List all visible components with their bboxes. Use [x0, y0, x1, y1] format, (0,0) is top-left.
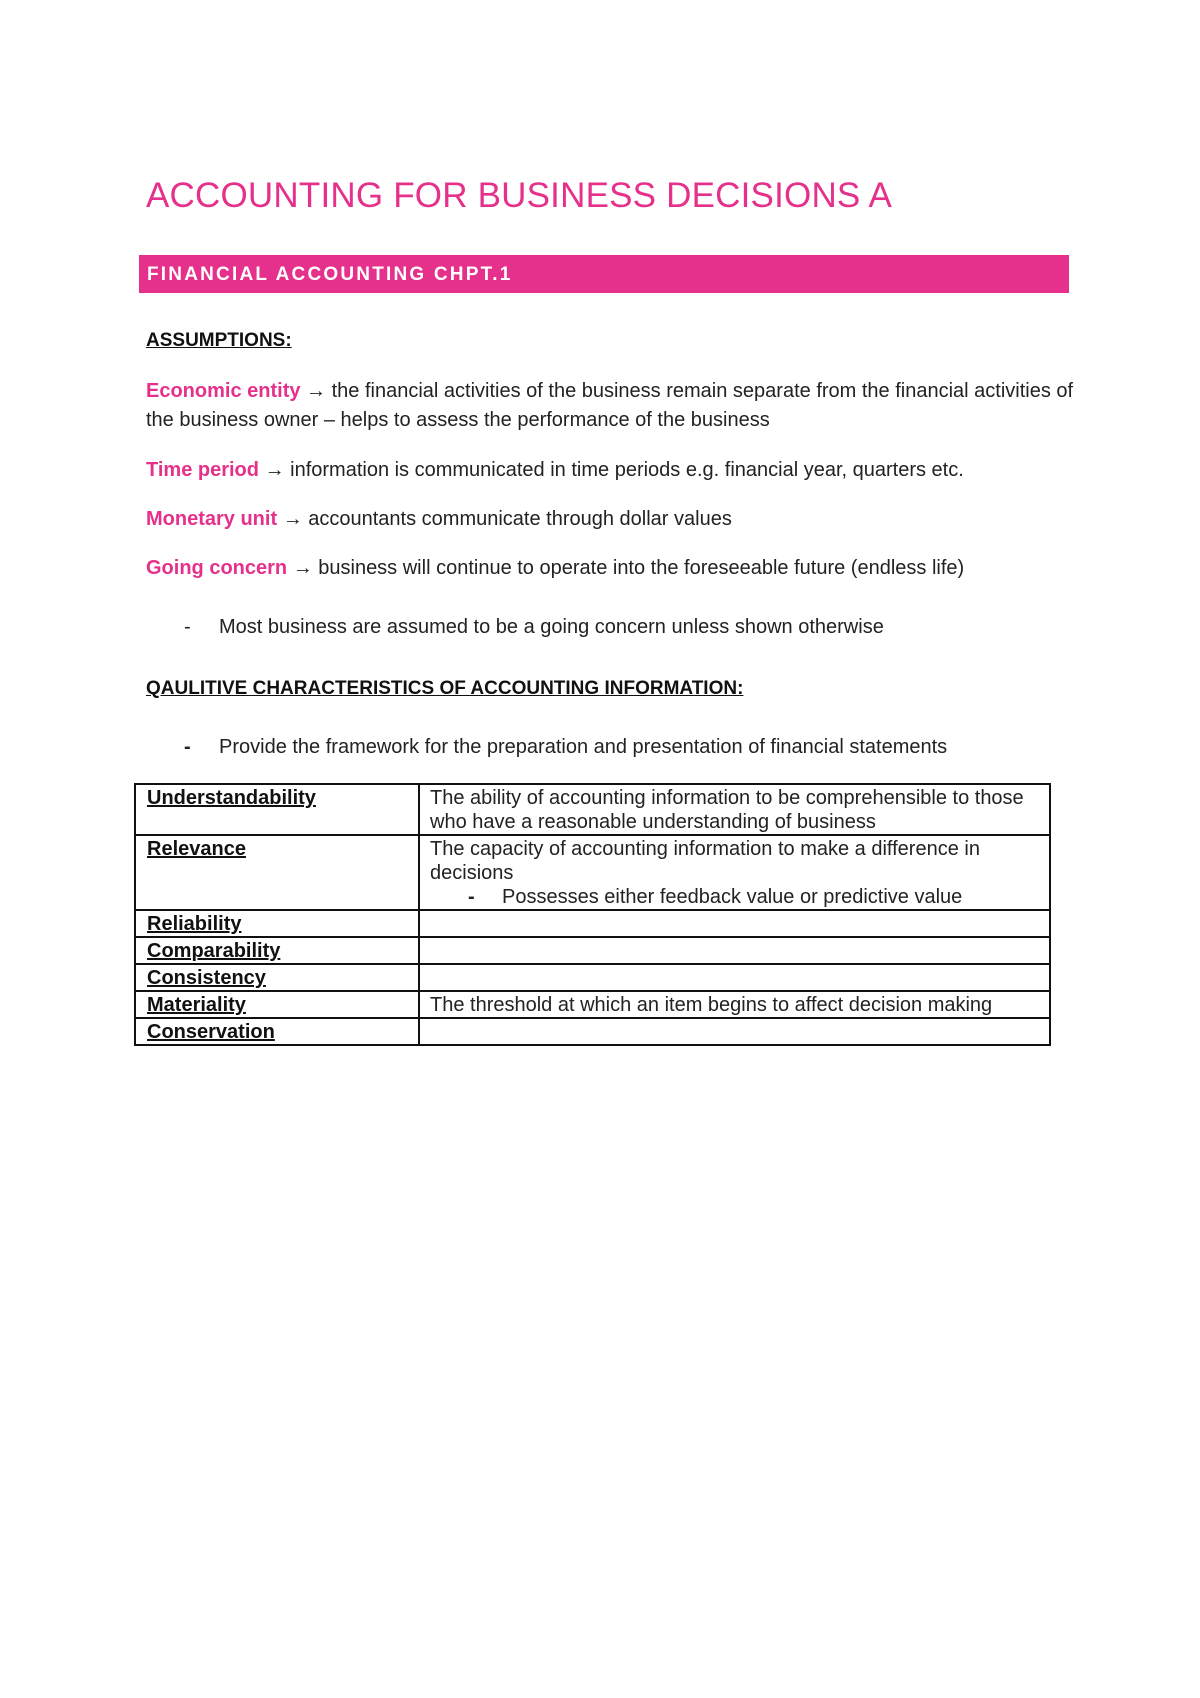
- arrow-icon: →: [292, 557, 313, 579]
- table-row: [135, 1018, 1050, 1045]
- table-row: [135, 964, 1050, 991]
- assumption-text: business will continue to operate into the foreseeable future (endless life): [318, 557, 965, 579]
- assumption-text: accountants communicate through dollar values: [308, 508, 732, 530]
- characteristic-term: Understandability: [135, 784, 419, 835]
- characteristic-definition: [419, 1018, 1050, 1045]
- table-row: [135, 937, 1050, 964]
- table-row: [135, 835, 1050, 910]
- assumption-text: information is communicated in time periods e.g. financial year, quarters etc.: [290, 459, 964, 481]
- sub-bullet-text: Possesses either feedback value or predictive value: [502, 886, 963, 908]
- section-banner-text: FINANCIAL ACCOUNTING CHPT.1: [147, 264, 513, 285]
- table-row: [135, 991, 1050, 1018]
- section-banner: [139, 255, 1069, 293]
- assumptions-heading: ASSUMPTIONS:: [146, 330, 292, 351]
- bullet-text: Provide the framework for the preparation and presentation of financial statements: [219, 736, 948, 758]
- bullet-text: Most business are assumed to be a going concern unless shown otherwise: [219, 616, 884, 638]
- document-title: ACCOUNTING FOR BUSINESS DECISIONS A: [146, 176, 892, 215]
- assumption-going-concern: [146, 554, 1076, 583]
- qualitative-characteristics-table: [134, 783, 1051, 1046]
- bullet-dash: -: [184, 616, 191, 638]
- assumption-economic-entity: [146, 377, 1076, 435]
- assumption-term: Time period: [146, 459, 259, 481]
- assumption-term: Economic entity: [146, 380, 301, 402]
- characteristic-definition: The ability of accounting information to be comprehensible to those who have a reasonable understanding of business: [419, 784, 1050, 835]
- bullet-dash: -: [468, 886, 475, 908]
- arrow-icon: →: [306, 380, 327, 402]
- qualitative-heading: QAULITIVE CHARACTERISTICS OF ACCOUNTING INFORMATION:: [146, 678, 744, 699]
- characteristic-definition: The capacity of accounting information to make a difference in decisions: [430, 838, 980, 884]
- characteristic-definition-cell: [419, 835, 1050, 910]
- definition-sub-bullet: [430, 885, 1038, 909]
- arrow-icon: →: [282, 508, 303, 530]
- assumption-term: Going concern: [146, 557, 288, 579]
- bullet-dash: -: [184, 736, 191, 758]
- going-concern-bullet: [184, 616, 1064, 644]
- characteristic-term: Materiality: [135, 991, 419, 1018]
- assumption-term: Monetary unit: [146, 508, 278, 530]
- framework-bullet: [184, 736, 1064, 764]
- characteristic-definition: [419, 937, 1050, 964]
- arrow-icon: →: [264, 459, 285, 481]
- characteristic-term: Consistency: [135, 964, 419, 991]
- characteristic-term: Reliability: [135, 910, 419, 937]
- characteristic-term: Relevance: [135, 835, 419, 910]
- characteristic-definition: The threshold at which an item begins to affect decision making: [419, 991, 1050, 1018]
- table-row: [135, 910, 1050, 937]
- assumption-time-period: [146, 456, 1076, 485]
- table-row: [135, 784, 1050, 835]
- assumption-text: the financial activities of the business remain separate from the financial activities of the business owner – helps to assess the performance of the business: [146, 380, 1074, 431]
- characteristic-definition: [419, 964, 1050, 991]
- assumption-monetary-unit: [146, 505, 1076, 534]
- characteristic-term: Comparability: [135, 937, 419, 964]
- characteristic-term: Conservation: [135, 1018, 419, 1045]
- characteristic-definition: [419, 910, 1050, 937]
